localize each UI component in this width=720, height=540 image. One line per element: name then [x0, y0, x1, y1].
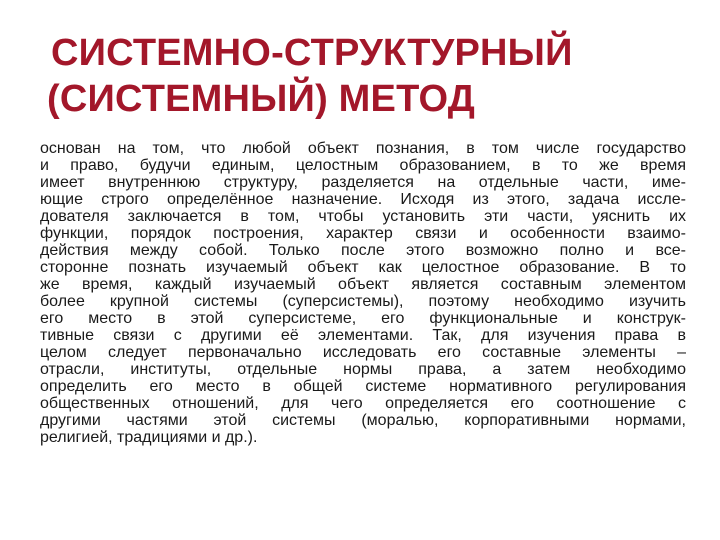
body-line-3: имеет внутреннюю структуру, разделяется на отдельные части, име-	[40, 174, 686, 191]
body-line-6: функции, порядок построения, характер связи и особенности взаимо-	[40, 225, 686, 242]
body-line-4: ющие строго определённое назначение. Исходя из этого, задача иссле-	[40, 191, 686, 208]
body-line-16: общественных отношений, для чего определяется его соотношение с	[40, 395, 686, 412]
slide-title	[47, 30, 691, 122]
body-line-7: действия между собой. Только после этого возможно полно и все-	[40, 242, 686, 259]
body-line-12: тивные связи с другими её элементами. Так, для изучения права в	[40, 327, 686, 344]
body-line-2: и право, будучи единым, целостным образованием, в то же время	[40, 157, 686, 174]
title-line-1: СИСТЕМНО-СТРУКТУРНЫЙ	[51, 32, 573, 74]
body-line-5: дователя заключается в том, чтобы установить эти части, уяснить их	[40, 208, 686, 225]
body-line-14: отрасли, институты, отдельные нормы права, а затем необходимо	[40, 361, 686, 378]
body-paragraph	[40, 140, 686, 446]
body-line-9: же время, каждый изучаемый объект является составным элементом	[40, 276, 686, 293]
body-line-15: определить его место в общей системе нормативного регулирования	[40, 378, 686, 395]
title-line-2: (СИСТЕМНЫЙ) МЕТОД	[47, 78, 476, 120]
body-line-10: более крупной системы (суперсистемы), поэтому необходимо изучить	[40, 293, 686, 310]
body-line-13: целом следует первоначально исследовать его составные элементы –	[40, 344, 686, 361]
body-line-18: религией, традициями и др.).	[40, 429, 258, 446]
body-line-11: его место в этой суперсистеме, его функциональные и конструк-	[40, 310, 686, 327]
body-line-17: другими частями этой системы (моралью, корпоративными нормами,	[40, 412, 686, 429]
body-line-1: основан на том, что любой объект познания, в том числе государство	[40, 140, 686, 157]
body-line-8: сторонне познать изучаемый объект как целостное образование. В то	[40, 259, 686, 276]
